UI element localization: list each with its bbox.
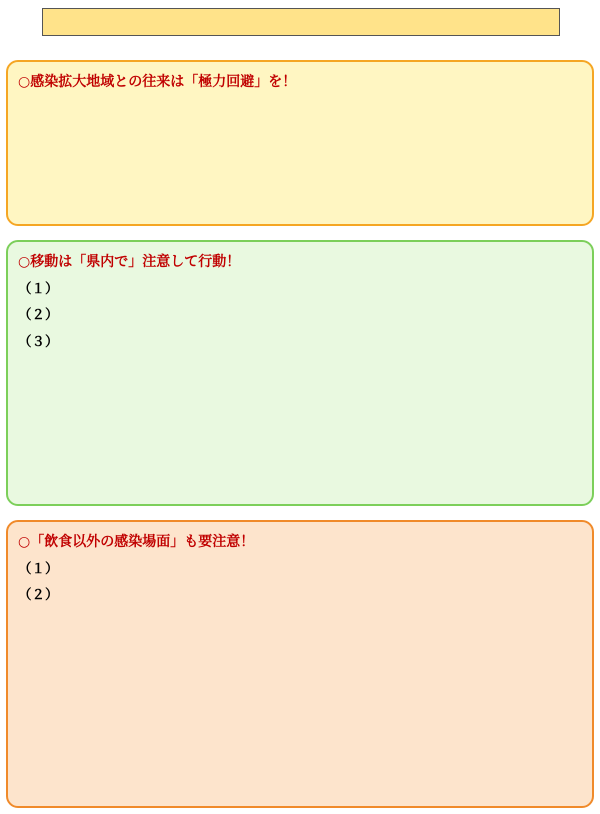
section-stay-in-prefecture [6,240,594,506]
section-travel-avoidance [6,60,594,226]
list-item: （３） [18,333,59,350]
list-item: （１） [18,560,59,577]
list-item: （２） [18,307,59,324]
section-heading: ○感染拡大地域との往来は「極力回避」を！ [18,74,297,90]
list-item: （１） [18,280,59,297]
section-heading: ○移動は「県内で」注意して行動！ [18,254,241,270]
list-item: （２） [18,587,59,604]
section-heading: ○「飲食以外の感染場面」も要注意！ [18,534,255,550]
section-non-dining-risk [6,520,594,808]
page-title [42,8,560,36]
